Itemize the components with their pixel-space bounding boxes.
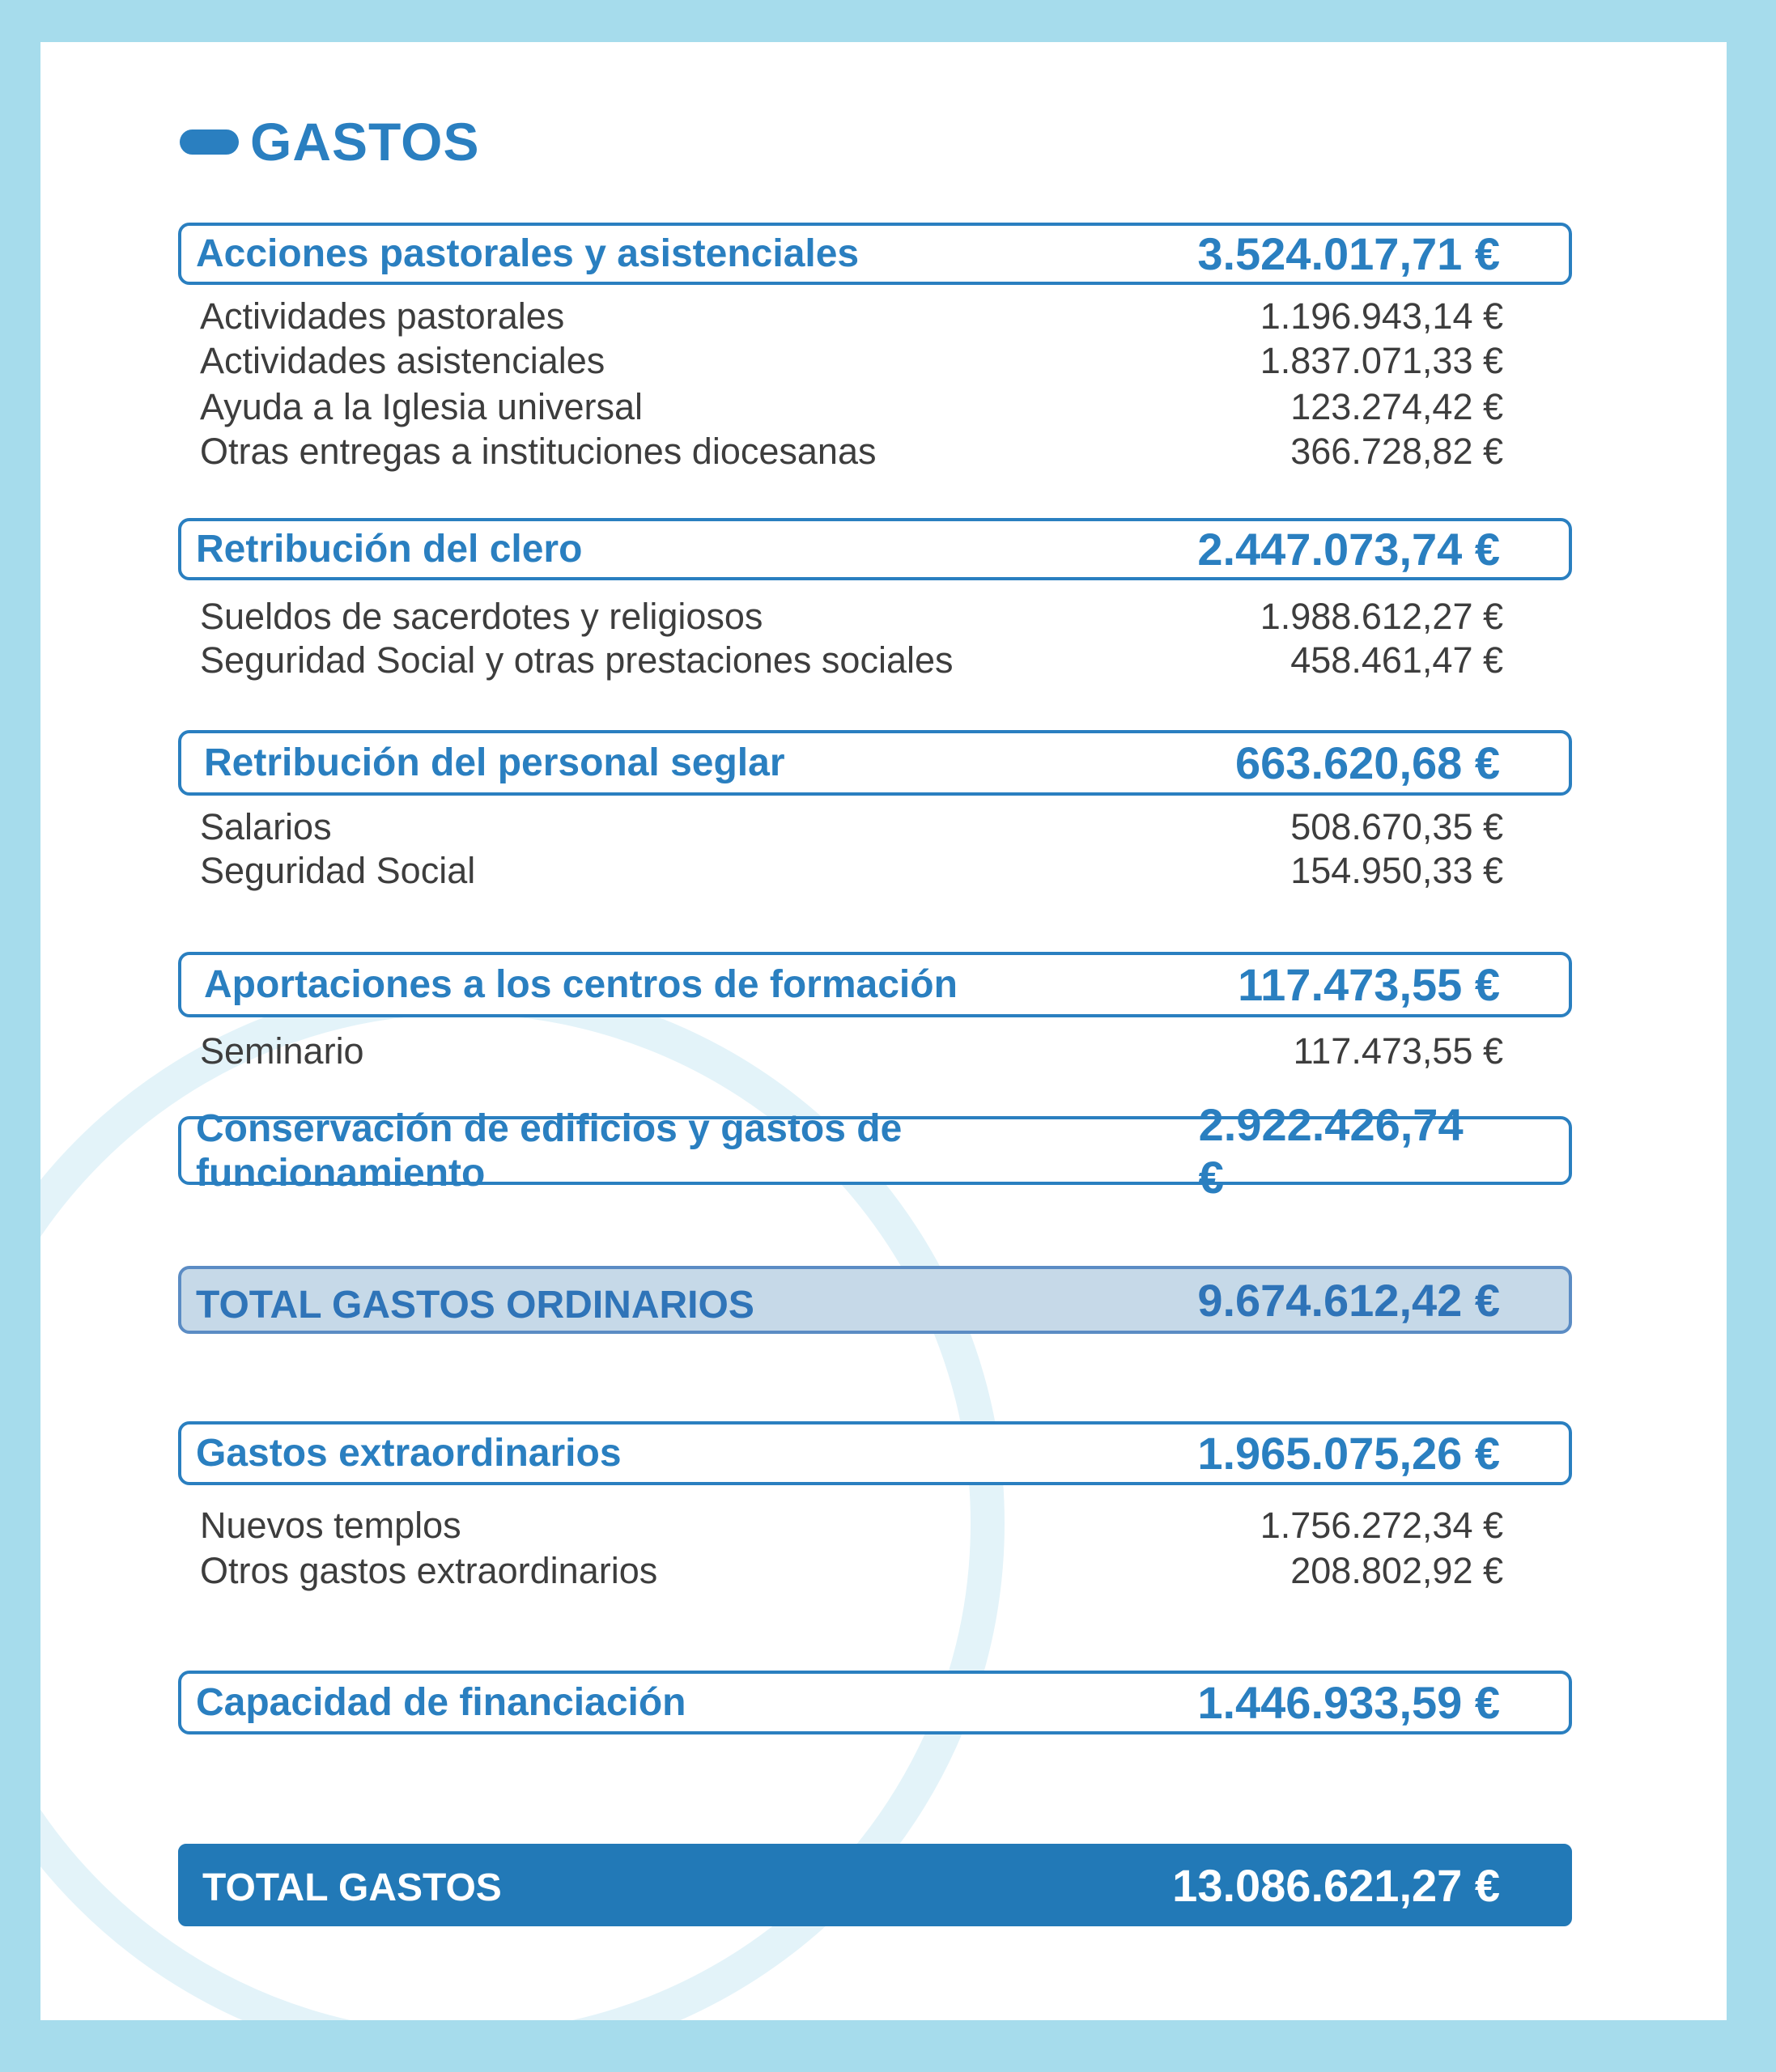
line-item	[200, 1029, 1503, 1074]
category-amount: 2.447.073,74 €	[1197, 524, 1500, 575]
category-label: Gastos extraordinarios	[196, 1432, 622, 1475]
line-item	[200, 1548, 1503, 1594]
line-item	[200, 594, 1503, 639]
line-item-amount: 366.728,82 €	[1290, 431, 1503, 472]
category-box-extraordinarios	[178, 1421, 1572, 1485]
line-item-amount: 458.461,47 €	[1290, 639, 1503, 681]
line-item-amount: 1.988.612,27 €	[1260, 596, 1503, 637]
total-gastos-label: TOTAL GASTOS	[202, 1866, 502, 1909]
line-item	[200, 805, 1503, 850]
line-item	[200, 384, 1503, 430]
category-amount: 117.473,55 €	[1238, 959, 1500, 1010]
total-gastos-bar	[178, 1844, 1572, 1926]
category-box-capacidad	[178, 1671, 1572, 1734]
line-item-label: Sueldos de sacerdotes y religiosos	[200, 596, 763, 637]
line-item-label: Otras entregas a instituciones diocesanas	[200, 431, 877, 472]
line-item-label: Seminario	[200, 1030, 364, 1072]
line-item-label: Otros gastos extraordinarios	[200, 1550, 658, 1591]
total-ordinarios-label: TOTAL GASTOS ORDINARIOS	[196, 1283, 754, 1327]
section-heading	[180, 111, 480, 172]
category-label: Acciones pastorales y asistenciales	[196, 232, 860, 275]
category-amount: 1.965.075,26 €	[1197, 1428, 1500, 1479]
line-item-label: Actividades pastorales	[200, 295, 565, 337]
heading-pill-marker	[180, 130, 239, 155]
line-item	[200, 1503, 1503, 1548]
category-label: Aportaciones a los centros de formación	[204, 963, 958, 1006]
category-box-conservacion	[178, 1098, 1572, 1203]
category-box-personal-seglar	[178, 730, 1572, 796]
total-ordinarios-box	[178, 1266, 1572, 1334]
line-item	[200, 429, 1503, 474]
total-ordinarios-amount: 9.674.612,42 €	[1197, 1274, 1500, 1326]
line-item-label: Seguridad Social y otras prestaciones sociales	[200, 639, 954, 681]
line-item-amount: 508.670,35 €	[1290, 806, 1503, 847]
category-amount: 1.446.933,59 €	[1197, 1677, 1500, 1728]
line-item-label: Nuevos templos	[200, 1505, 461, 1546]
category-amount: 2.922.426,74 €	[1198, 1098, 1464, 1203]
line-item-amount: 117.473,55 €	[1293, 1030, 1503, 1072]
line-item-amount: 154.950,33 €	[1290, 850, 1503, 891]
line-item	[200, 638, 1503, 683]
line-item	[200, 338, 1503, 384]
category-label: Retribución del clero	[196, 528, 583, 571]
line-item	[200, 848, 1503, 894]
total-gastos-amount: 13.086.621,27 €	[1172, 1859, 1500, 1911]
category-label: Capacidad de financiación	[196, 1681, 686, 1724]
document-page	[40, 42, 1727, 2020]
category-amount: 663.620,68 €	[1235, 737, 1500, 788]
heading-title: GASTOS	[250, 112, 480, 172]
line-item	[200, 294, 1503, 339]
line-item-amount: 1.756.272,34 €	[1260, 1505, 1503, 1546]
line-item-amount: 1.196.943,14 €	[1260, 295, 1503, 337]
line-item-amount: 1.837.071,33 €	[1260, 340, 1503, 381]
line-item-amount: 123.274,42 €	[1290, 386, 1503, 427]
category-box-acciones	[178, 223, 1572, 285]
line-item-label: Actividades asistenciales	[200, 340, 605, 381]
line-item-amount: 208.802,92 €	[1290, 1550, 1503, 1591]
category-box-centros-formacion	[178, 952, 1572, 1017]
line-item-label: Salarios	[200, 806, 332, 847]
category-label: Conservación de edificios y gastos de funcionamiento	[196, 1106, 903, 1195]
category-amount: 3.524.017,71 €	[1197, 228, 1500, 279]
line-item-label: Seguridad Social	[200, 850, 476, 891]
category-box-clero	[178, 518, 1572, 580]
category-label: Retribución del personal seglar	[204, 741, 785, 784]
line-item-label: Ayuda a la Iglesia universal	[200, 386, 644, 427]
